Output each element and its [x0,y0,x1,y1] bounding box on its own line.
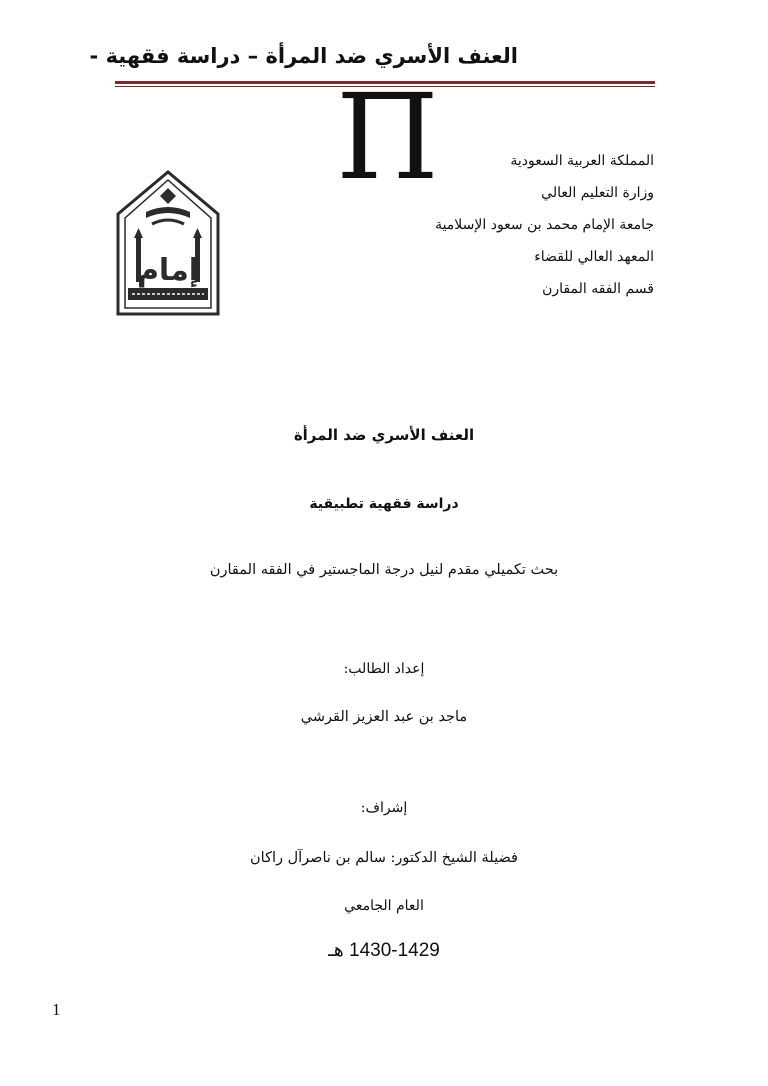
institution-line-institute: المعهد العالي للقضاء [534,249,654,265]
student-label: إعداد الطالب: [343,661,425,677]
student-name: ماجد بن عبد العزيز القرشي [300,709,468,725]
pi-symbol: Π [336,68,439,206]
emblem-text: إمام [136,253,200,288]
supervisor-name: فضيلة الشيخ الدكتور: سالم بن ناصرآل راكان [250,850,518,866]
university-emblem-icon [112,168,224,316]
supervisor-label: إشراف: [360,800,408,816]
academic-year-label: العام الجامعي [344,898,424,914]
academic-year-value: 1430-1429 هـ [328,940,440,961]
thesis-subtitle: دراسة فقهية تطبيقية [309,496,459,512]
institution-line-university: جامعة الإمام محمد بن سعود الإسلامية [435,217,654,233]
institution-line-department: قسم الفقه المقارن [542,281,654,297]
page-number: 1 [52,1000,61,1019]
thesis-description: بحث تكميلي مقدم لنيل درجة الماجستير في الفقه المقارن [209,562,559,578]
institution-line-ministry: وزارة التعليم العالي [541,185,654,201]
thesis-title: العنف الأسري ضد المرأة [293,426,475,444]
running-header-title: العنف الأسري ضد المرأة – دراسة فقهية - [89,44,518,68]
institution-line-country: المملكة العربية السعودية [510,153,654,169]
institution-block [435,150,654,310]
